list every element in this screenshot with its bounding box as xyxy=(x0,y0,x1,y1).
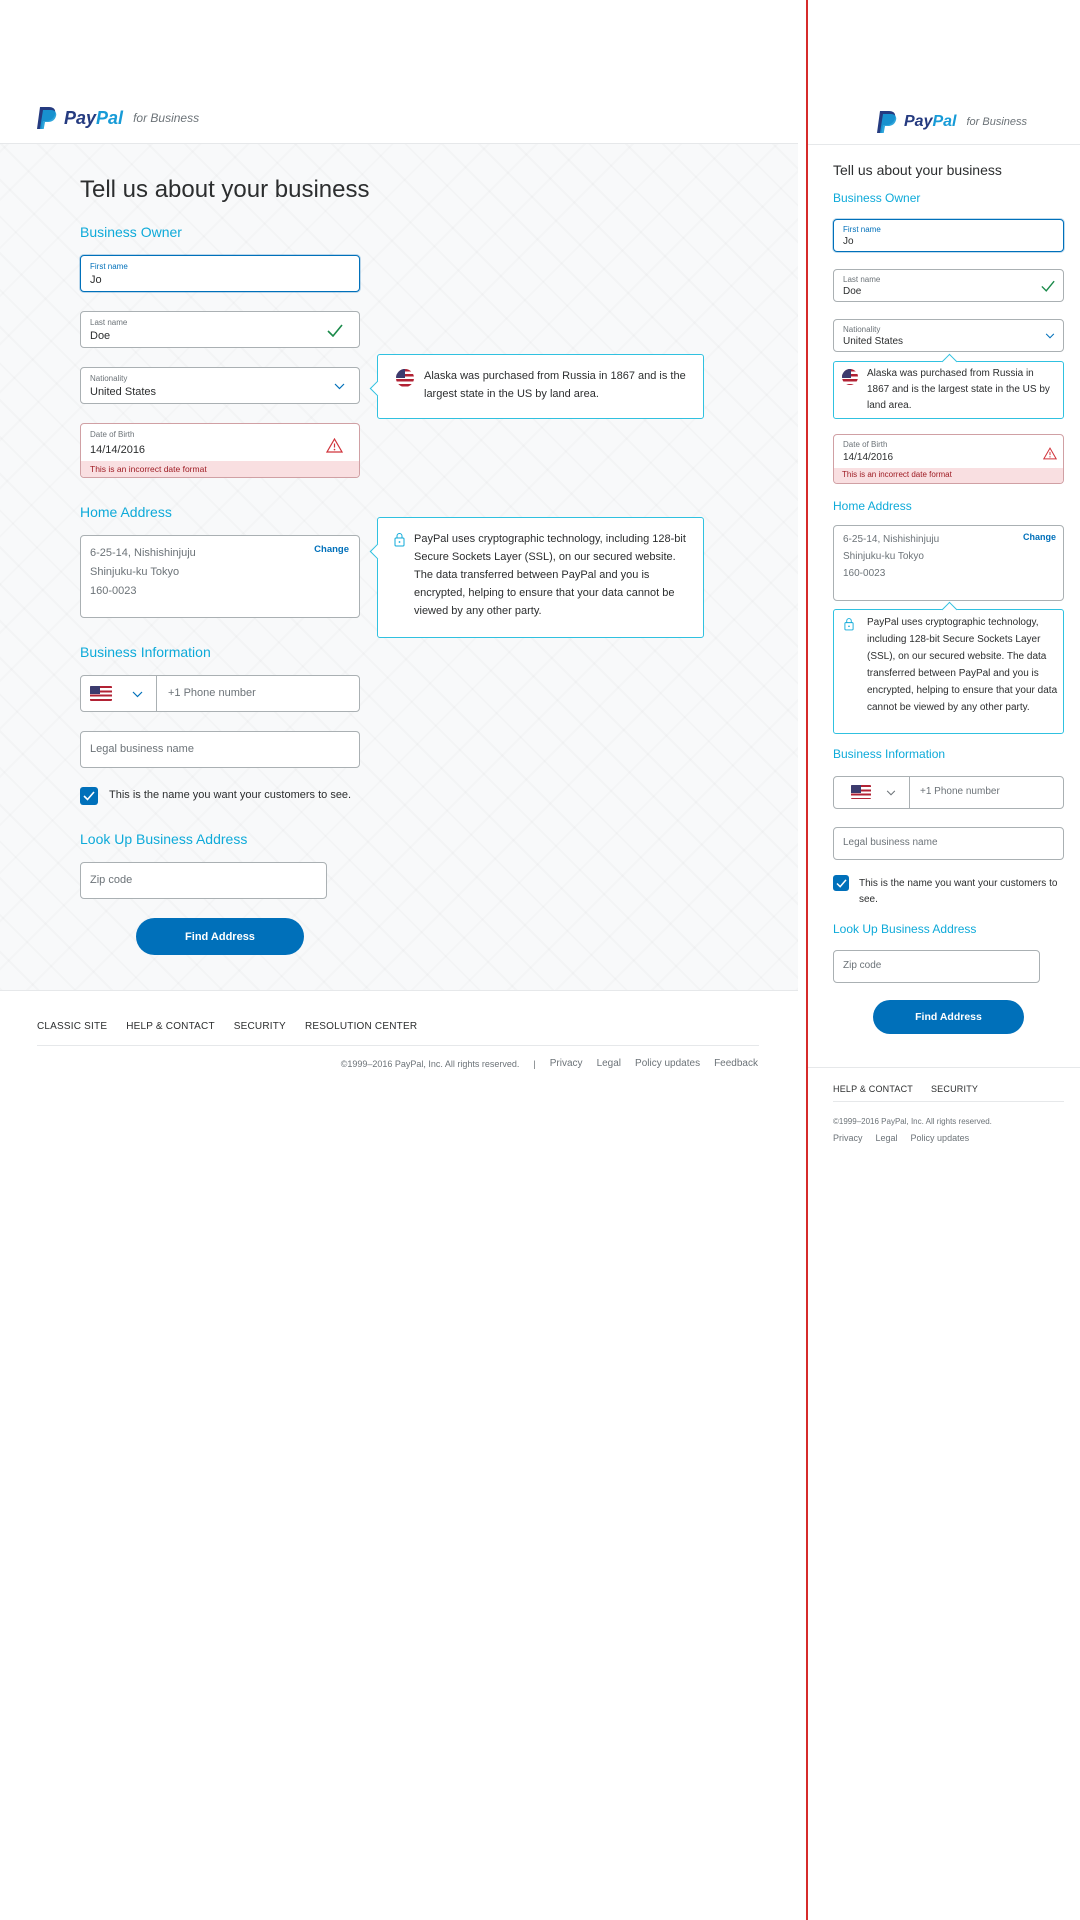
nationality-select-mobile[interactable] xyxy=(833,319,1064,352)
footer-link-classic-site[interactable]: CLASSIC SITE xyxy=(37,1021,108,1032)
section-home-address: Home Address xyxy=(80,504,172,520)
chevron-down-icon xyxy=(886,790,896,796)
ssl-tip xyxy=(377,517,704,638)
checkbox-check-icon xyxy=(83,791,95,801)
phone-field-mobile[interactable] xyxy=(833,776,1064,809)
ssl-tip-text: PayPal uses cryptographic technology, including 128-bit Secure Sockets Layer (SSL), on our secured website. The data transferred between PayPal and you is encrypted, helping to ensure that your data cannot be viewed by any other party. xyxy=(414,533,686,617)
page-title: Tell us about your business xyxy=(80,176,370,203)
first-name-field[interactable] xyxy=(80,255,360,292)
page-title-mobile: Tell us about your business xyxy=(833,162,1002,178)
nationality-value: United States xyxy=(90,386,157,398)
footer-link-resolution-center[interactable]: RESOLUTION CENTER xyxy=(304,1021,418,1032)
brand-pay: Pay xyxy=(64,107,97,128)
warning-icon xyxy=(326,438,343,453)
phone-field[interactable] xyxy=(80,675,360,712)
legal-business-name-placeholder-mobile: Legal business name xyxy=(843,837,938,848)
us-flag-icon xyxy=(90,686,112,701)
dob-value: 14/14/2016 xyxy=(90,444,146,456)
nationality-value-mobile: United States xyxy=(843,336,904,347)
home-address-field[interactable] xyxy=(80,535,360,618)
footer-legal-mobile xyxy=(833,1133,969,1143)
phone-placeholder: +1 Phone number xyxy=(168,687,256,699)
us-flag-icon xyxy=(396,369,414,387)
find-address-button[interactable]: Find Address xyxy=(136,918,304,955)
dob-value-mobile: 14/14/2016 xyxy=(843,452,894,463)
footer-link-legal-mobile[interactable]: Legal xyxy=(875,1133,898,1143)
last-name-field[interactable] xyxy=(80,311,360,348)
section-business-information: Business Information xyxy=(80,644,211,660)
copyright: ©1999–2016 PayPal, Inc. All rights reserved. xyxy=(340,1058,520,1069)
find-address-button-mobile[interactable]: Find Address xyxy=(873,1000,1024,1034)
zip-code-field[interactable] xyxy=(80,862,327,899)
footer-nav-mobile xyxy=(833,1084,978,1094)
customer-name-checkbox-mobile[interactable] xyxy=(833,875,849,891)
footer-legal xyxy=(341,1058,758,1069)
first-name-value-mobile: Jo xyxy=(843,236,854,247)
paypal-logo[interactable] xyxy=(36,106,199,130)
paypal-logo-icon xyxy=(876,110,898,134)
country-code-select[interactable] xyxy=(81,676,157,711)
dob-label-mobile: Date of Birth xyxy=(843,440,888,449)
nationality-label: Nationality xyxy=(90,374,128,383)
first-name-field-mobile[interactable] xyxy=(833,219,1064,252)
first-name-value: Jo xyxy=(90,274,102,286)
address-line-3-mobile: 160-0023 xyxy=(843,568,886,579)
footer-link-help-contact-mobile[interactable]: HELP & CONTACT xyxy=(833,1084,913,1094)
paypal-logo-icon xyxy=(36,106,58,130)
zip-code-field-mobile[interactable] xyxy=(833,950,1040,983)
section-business-owner: Business Owner xyxy=(80,224,182,240)
nationality-tip-text: Alaska was purchased from Russia in 1867 and is the largest state in the US by land area. xyxy=(424,370,686,400)
last-name-label-mobile: Last name xyxy=(843,275,881,284)
chevron-down-icon xyxy=(1045,333,1055,339)
last-name-value-mobile: Doe xyxy=(843,286,862,297)
change-address-link-mobile[interactable]: Change xyxy=(1022,532,1056,542)
footer-link-privacy-mobile[interactable]: Privacy xyxy=(833,1133,863,1143)
section-home-address-mobile: Home Address xyxy=(833,499,912,513)
copyright-mobile: ©1999–2016 PayPal, Inc. All rights reserved. xyxy=(833,1117,992,1126)
dob-error: This is an incorrect date format xyxy=(81,461,359,477)
brand-pal: Pal xyxy=(96,107,124,128)
customer-name-checkbox-label-mobile: This is the name you want your customers to see. xyxy=(859,878,1058,905)
footer-link-security-mobile[interactable]: SECURITY xyxy=(930,1084,979,1094)
us-flag-icon xyxy=(842,369,858,385)
check-icon xyxy=(1041,280,1055,292)
footer-link-help-contact[interactable]: HELP & CONTACT xyxy=(126,1021,215,1032)
customer-name-checkbox-label: This is the name you want your customers to see. xyxy=(109,789,352,801)
header-divider-mobile xyxy=(808,144,1080,145)
brand-pal-mobile: Pal xyxy=(932,113,957,130)
footer-link-policy-updates[interactable]: Policy updates xyxy=(635,1058,701,1069)
footer-link-privacy[interactable]: Privacy xyxy=(549,1058,583,1069)
check-icon xyxy=(327,324,343,337)
address-line-3: 160-0023 xyxy=(90,585,137,597)
footer-link-legal[interactable]: Legal xyxy=(596,1058,622,1069)
ssl-tip-mobile xyxy=(833,609,1064,734)
section-business-owner-mobile: Business Owner xyxy=(833,191,921,205)
nationality-select[interactable] xyxy=(80,367,360,404)
lock-icon xyxy=(394,532,405,547)
lock-icon xyxy=(844,617,854,631)
footer-divider-top-mobile xyxy=(808,1067,1080,1068)
first-name-label-mobile: First name xyxy=(843,225,881,234)
zip-code-placeholder-mobile: Zip code xyxy=(843,960,882,971)
last-name-value: Doe xyxy=(90,330,111,342)
dob-field-mobile[interactable] xyxy=(833,434,1064,484)
address-line-2-mobile: Shinjuku-ku Tokyo xyxy=(843,551,924,562)
footer-separator: | xyxy=(533,1058,536,1069)
first-name-label: First name xyxy=(90,262,128,271)
zip-code-placeholder: Zip code xyxy=(90,874,133,886)
last-name-label: Last name xyxy=(90,318,128,327)
country-code-select-mobile[interactable] xyxy=(834,777,910,808)
footer-link-policy-updates-mobile[interactable]: Policy updates xyxy=(910,1133,970,1143)
section-lookup-address-mobile: Look Up Business Address xyxy=(833,922,977,936)
home-address-field-mobile[interactable] xyxy=(833,525,1064,601)
us-flag-icon xyxy=(851,785,871,799)
brand-suffix: for Business xyxy=(133,111,200,125)
chevron-down-icon xyxy=(132,691,143,698)
ssl-tip-text-mobile: PayPal uses cryptographic technology, including 128-bit Secure Sockets Layer (SSL), on our secured website. The data transferred between PayPal and you is encrypted, helping to ensure that your data cannot be viewed by any other party. xyxy=(867,617,1058,713)
footer-nav xyxy=(37,1021,417,1032)
checkbox-check-icon xyxy=(836,879,847,888)
nationality-label-mobile: Nationality xyxy=(843,325,881,334)
chevron-down-icon xyxy=(334,383,345,390)
legal-business-name-placeholder: Legal business name xyxy=(90,743,194,755)
section-business-information-mobile: Business Information xyxy=(833,747,946,761)
footer-divider xyxy=(37,1045,759,1046)
warning-icon xyxy=(1043,447,1057,460)
phone-placeholder-mobile: +1 Phone number xyxy=(920,786,1000,797)
footer-divider-mobile xyxy=(833,1101,1064,1102)
dob-error-mobile: This is an incorrect date format xyxy=(834,468,1063,483)
legal-business-name-field[interactable] xyxy=(80,731,360,768)
mobile-layout xyxy=(808,0,1080,1920)
customer-name-checkbox[interactable] xyxy=(80,787,98,805)
paypal-logo-mobile[interactable] xyxy=(876,110,1027,134)
dob-field[interactable] xyxy=(80,423,360,478)
legal-business-name-field-mobile[interactable] xyxy=(833,827,1064,860)
brand-pay-mobile: Pay xyxy=(904,113,933,130)
address-line-1: 6-25-14, Nishishinjuju xyxy=(90,547,196,559)
nationality-tip-mobile xyxy=(833,361,1064,419)
footer-link-security[interactable]: SECURITY xyxy=(233,1021,286,1032)
address-line-1-mobile: 6-25-14, Nishishinjuju xyxy=(843,534,940,545)
address-line-2: Shinjuku-ku Tokyo xyxy=(90,566,180,578)
nationality-tip xyxy=(377,354,704,419)
last-name-field-mobile[interactable] xyxy=(833,269,1064,302)
change-address-link[interactable]: Change xyxy=(314,544,349,555)
footer-link-feedback[interactable]: Feedback xyxy=(714,1058,758,1069)
section-lookup-address: Look Up Business Address xyxy=(80,831,248,847)
dob-label: Date of Birth xyxy=(90,430,135,439)
nationality-tip-text-mobile: Alaska was purchased from Russia in 1867 and is the largest state in the US by land area. xyxy=(867,368,1050,411)
brand-suffix-mobile: for Business xyxy=(966,116,1028,128)
